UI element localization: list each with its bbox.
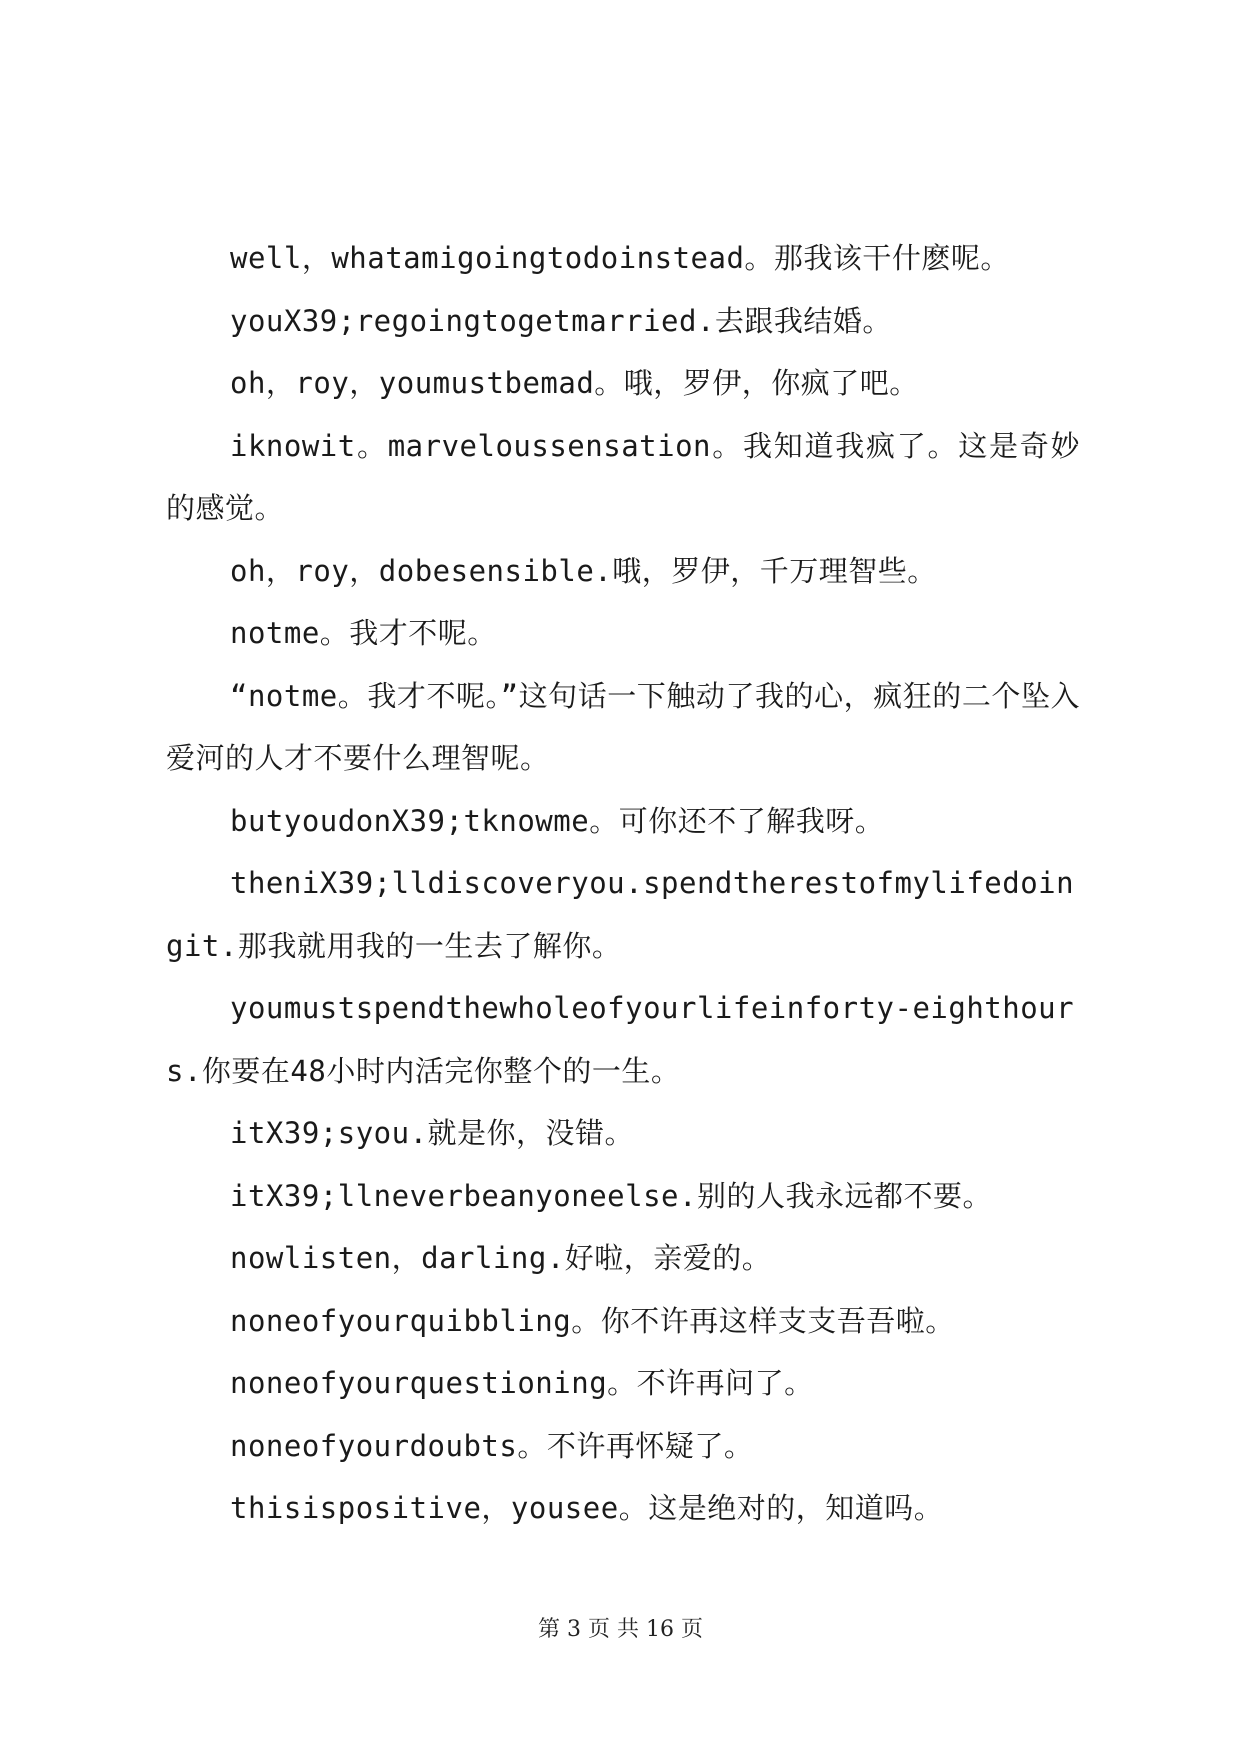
paragraph: theniX39;lldiscoveryou.spendtherestofmylifedoingit.那我就用我的一生去了解你。 xyxy=(166,866,1075,963)
paragraph: iknowit。marveloussensation。我知道我疯了。这是奇妙的感觉。 xyxy=(166,428,1080,525)
paragraph: well，whatamigoingtodoinstead。那我该干什麽呢。 xyxy=(230,241,1010,275)
paragraph: nowlisten，darling.好啦，亲爱的。 xyxy=(230,1241,772,1275)
paragraph: notme。我才不呢。 xyxy=(230,616,497,650)
page-number-footer: 第 3 页 共 16 页 xyxy=(538,1617,703,1642)
paragraph: youX39;regoingtogetmarried.去跟我结婚。 xyxy=(230,303,892,338)
paragraph: thisispositive，yousee。这是绝对的，知道吗。 xyxy=(230,1491,944,1525)
paragraph: itX39;syou.就是你，没错。 xyxy=(230,1116,635,1150)
paragraph: oh，roy，dobesensible.哦，罗伊，千万理智些。 xyxy=(230,553,937,588)
paragraph: oh，roy，youmustbemad。哦，罗伊，你疯了吧。 xyxy=(230,366,919,400)
paragraph: youmustspendthewholeofyourlifeinforty-eighthours.你要在48小时内活完你整个的一生。 xyxy=(166,991,1075,1088)
document-body xyxy=(166,227,1080,1540)
paragraph: noneofyourquestioning。不许再问了。 xyxy=(230,1366,814,1400)
paragraph: butyoudonX39;tknowme。可你还不了解我呀。 xyxy=(230,803,885,838)
paragraph: noneofyourquibbling。你不许再这样支支吾吾啦。 xyxy=(230,1303,955,1338)
paragraph: “notme。我才不呢。”这句话一下触动了我的心，疯狂的二个坠入爱河的人才不要什么理智呢。 xyxy=(166,678,1080,775)
paragraph: noneofyourdoubts。不许再怀疑了。 xyxy=(230,1428,754,1463)
paragraph: itX39;llneverbeanyoneelse.别的人我永远都不要。 xyxy=(230,1178,992,1213)
